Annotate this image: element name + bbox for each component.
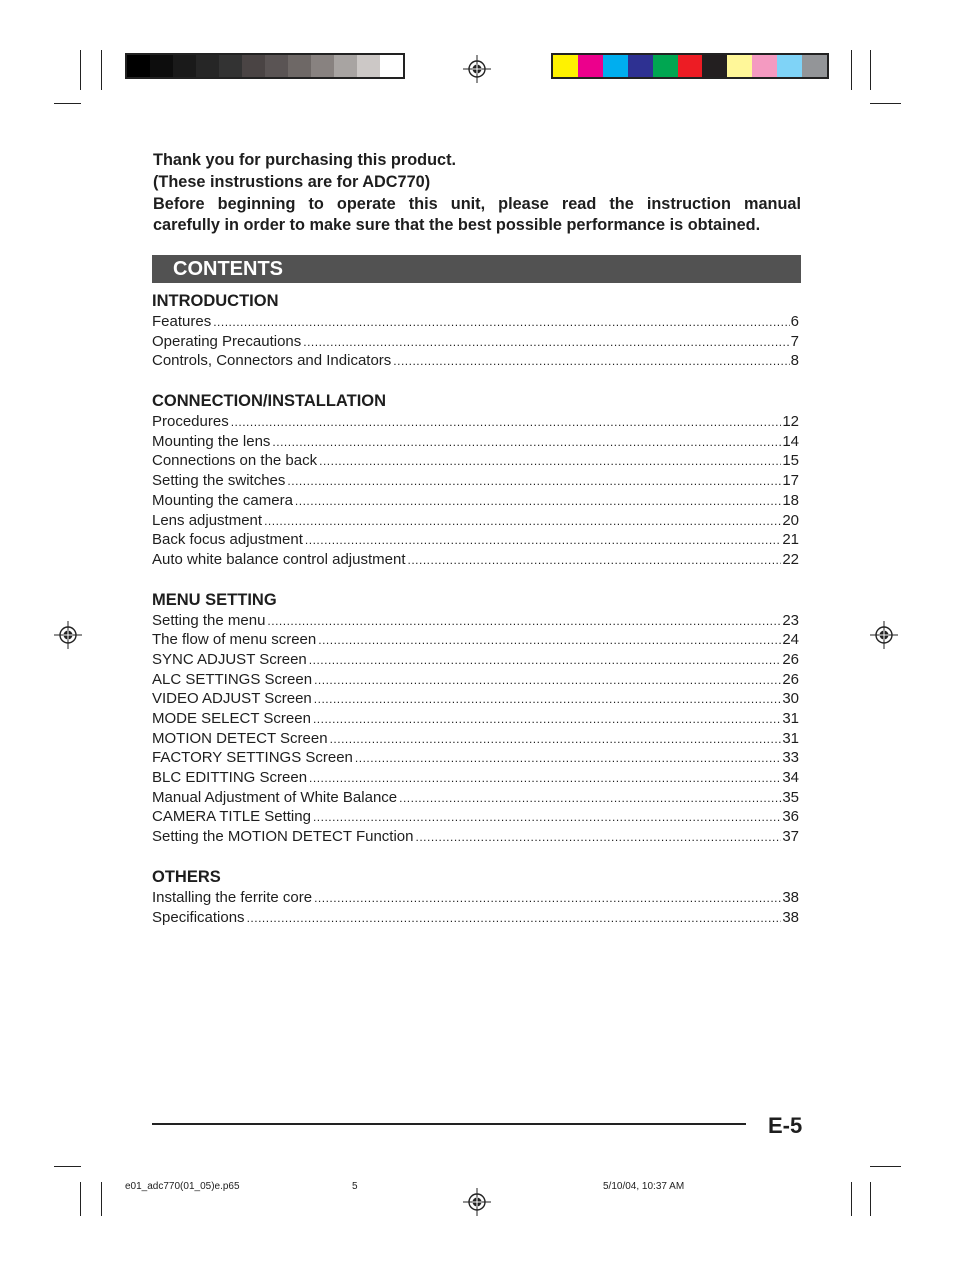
toc-dot-leader (309, 769, 781, 789)
intro-line: Thank you for purchasing this product. (153, 151, 457, 169)
color-swatch (802, 55, 827, 77)
intro-line: Before beginning to operate this unit, please read the instruction manual (153, 194, 801, 213)
toc-entry (152, 312, 799, 332)
toc-section (152, 291, 799, 371)
toc-entry-page: 17 (782, 472, 799, 490)
toc-entry-page: 31 (782, 729, 799, 747)
color-swatch (288, 55, 311, 77)
slug-filename: e01_adc770(01_05)e.p65 (125, 1181, 240, 1192)
crop-mark-line (54, 1166, 81, 1167)
crop-mark-line (870, 50, 871, 90)
toc-entry-label: CAMERA TITLE Setting (152, 808, 311, 826)
color-swatch (150, 55, 173, 77)
color-swatch (242, 55, 265, 77)
toc-entry-page: 30 (782, 690, 799, 708)
toc-dot-leader (314, 671, 781, 691)
toc-entry-page: 21 (782, 531, 799, 549)
crop-mark-line (851, 50, 852, 90)
toc-entry-label: Specifications (152, 908, 245, 926)
toc-dot-leader (272, 433, 781, 453)
toc-entry-label: ALC SETTINGS Screen (152, 670, 313, 688)
toc-dot-leader (264, 512, 781, 532)
crop-mark-line (870, 1166, 901, 1167)
toc-entry-page: 38 (782, 888, 799, 906)
toc-entry-page: 35 (782, 788, 799, 806)
color-swatch (578, 55, 603, 77)
registration-mark-icon (870, 621, 898, 649)
color-swatch (173, 55, 196, 77)
slug-sheet-number: 5 (352, 1181, 358, 1192)
toc-entry (152, 611, 799, 631)
toc-entry-page: 26 (782, 670, 799, 688)
registration-mark-icon (463, 1188, 491, 1216)
toc-entry (152, 729, 799, 749)
toc-dot-leader (330, 730, 782, 750)
toc-entry-page: 36 (782, 808, 799, 826)
toc-section-title: CONNECTION/INSTALLATION (152, 392, 387, 411)
toc-entry (152, 709, 799, 729)
color-swatch (357, 55, 380, 77)
toc-entry-label: Procedures (152, 413, 229, 431)
intro-line: (These instrustions are for ADC770) (153, 172, 431, 191)
table-of-contents (152, 291, 799, 927)
toc-dot-leader (267, 612, 781, 632)
toc-dot-leader (213, 313, 789, 333)
toc-dot-leader (318, 631, 781, 651)
toc-section (152, 867, 799, 927)
toc-entry-label: Back focus adjustment (152, 531, 303, 549)
toc-entry-page: 18 (782, 491, 799, 509)
toc-entry (152, 332, 799, 352)
toc-entry-label: Operating Precautions (152, 332, 302, 350)
toc-entry-label: FACTORY SETTINGS Screen (152, 749, 353, 767)
toc-entry (152, 491, 799, 511)
toc-entry (152, 550, 799, 570)
toc-entry (152, 630, 799, 650)
color-calibration-strip (551, 53, 829, 79)
toc-entry-label: MOTION DETECT Screen (152, 729, 328, 747)
toc-entry-page: 12 (782, 413, 799, 431)
toc-dot-leader (399, 789, 781, 809)
toc-entry-label: Setting the menu (152, 611, 266, 629)
color-swatch (777, 55, 802, 77)
toc-entry (152, 748, 799, 768)
toc-entry (152, 689, 799, 709)
toc-entry (152, 412, 799, 432)
toc-entry (152, 807, 799, 827)
toc-entry (152, 511, 799, 531)
toc-entry-page: 26 (782, 650, 799, 668)
toc-dot-leader (355, 749, 781, 769)
slug-date: 5/10/04, 10:37 AM (603, 1181, 685, 1192)
color-swatch (311, 55, 334, 77)
toc-dot-leader (393, 352, 789, 372)
toc-entry-page: 20 (782, 511, 799, 529)
toc-entry-label: Connections on the back (152, 452, 318, 470)
color-swatch (752, 55, 777, 77)
toc-entry-label: SYNC ADJUST Screen (152, 650, 307, 668)
toc-dot-leader (415, 828, 781, 848)
crop-mark-line (80, 1182, 81, 1216)
contents-heading: CONTENTS (173, 258, 283, 280)
crop-mark-line (851, 1182, 852, 1216)
toc-entry-label: Features (152, 313, 212, 330)
toc-entry-label: Controls, Connectors and Indicators (152, 352, 392, 370)
toc-entry-page: 8 (790, 352, 799, 370)
color-swatch (380, 55, 403, 77)
toc-entry-page: 7 (790, 332, 799, 350)
toc-entry-page: 31 (782, 710, 799, 727)
toc-dot-leader (319, 452, 781, 472)
toc-entry (152, 670, 799, 690)
toc-entry-label: Mounting the lens (152, 432, 271, 450)
toc-entry-label: VIDEO ADJUST Screen (152, 690, 312, 708)
color-swatch (678, 55, 703, 77)
gray-calibration-strip (125, 53, 405, 79)
crop-mark-line (101, 50, 102, 90)
toc-entry (152, 530, 799, 550)
toc-dot-leader (231, 413, 782, 433)
intro-line: carefully in order to make sure that the best possible performance is obtained. (153, 216, 761, 235)
toc-dot-leader (314, 690, 782, 710)
toc-entry-page: 34 (782, 769, 799, 787)
toc-entry-page: 15 (782, 452, 799, 470)
toc-entry-label: Lens adjustment (152, 511, 263, 529)
toc-entry-page: 33 (782, 749, 799, 767)
toc-dot-leader (295, 492, 781, 512)
toc-entry (152, 351, 799, 371)
toc-section (152, 391, 799, 570)
crop-mark-line (80, 50, 81, 90)
color-swatch (127, 55, 150, 77)
toc-section-title: OTHERS (152, 867, 221, 886)
toc-section (152, 590, 799, 847)
toc-entry-label: Auto white balance control adjustment (152, 550, 406, 568)
toc-dot-leader (313, 808, 781, 828)
color-swatch (334, 55, 357, 77)
toc-section-title: MENU SETTING (152, 590, 277, 609)
color-swatch (265, 55, 288, 77)
color-swatch (628, 55, 653, 77)
toc-entry (152, 432, 799, 452)
color-swatch (702, 55, 727, 77)
color-swatch (603, 55, 628, 77)
footer-rule (152, 1123, 746, 1125)
color-swatch (653, 55, 678, 77)
toc-entry-label: Setting the switches (152, 472, 286, 490)
toc-entry-label: Mounting the camera (152, 491, 293, 509)
toc-section-title: INTRODUCTION (152, 292, 279, 310)
toc-entry-label: Manual Adjustment of White Balance (152, 788, 398, 806)
toc-entry (152, 788, 799, 808)
toc-entry-page: 38 (782, 908, 799, 926)
toc-dot-leader (407, 551, 781, 571)
toc-dot-leader (287, 472, 781, 492)
crop-mark-line (870, 103, 901, 104)
color-swatch (553, 55, 578, 77)
toc-entry-page: 23 (782, 611, 799, 629)
toc-dot-leader (313, 710, 781, 730)
toc-dot-leader (305, 531, 781, 551)
toc-entry (152, 471, 799, 491)
toc-entry (152, 451, 799, 471)
page-number: E-5 (768, 1113, 803, 1138)
toc-entry-label: Setting the MOTION DETECT Function (152, 828, 414, 846)
color-swatch (727, 55, 752, 77)
toc-entry (152, 908, 799, 928)
color-swatch (219, 55, 242, 77)
toc-entry-label: MODE SELECT Screen (152, 710, 311, 727)
toc-entry-page: 24 (782, 631, 799, 649)
toc-entry (152, 888, 799, 908)
toc-dot-leader (247, 909, 782, 929)
toc-entry-page: 6 (790, 313, 799, 330)
color-swatch (196, 55, 219, 77)
toc-entry-page: 22 (782, 550, 799, 568)
toc-entry-page: 14 (782, 432, 799, 450)
toc-entry-label: The flow of menu screen (152, 631, 317, 649)
toc-entry-page: 37 (782, 828, 799, 846)
intro-paragraph (153, 150, 801, 237)
registration-mark-icon (54, 621, 82, 649)
crop-mark-line (101, 1182, 102, 1216)
toc-dot-leader (309, 651, 782, 671)
contents-heading-bar (152, 255, 801, 283)
toc-dot-leader (303, 333, 789, 353)
crop-mark-line (870, 1182, 871, 1216)
toc-entry (152, 768, 799, 788)
registration-mark-icon (463, 55, 491, 83)
toc-dot-leader (314, 889, 781, 909)
toc-entry (152, 650, 799, 670)
toc-entry-label: BLC EDITTING Screen (152, 769, 308, 787)
crop-mark-line (54, 103, 81, 104)
toc-entry (152, 827, 799, 847)
toc-entry-label: Installing the ferrite core (152, 888, 313, 906)
